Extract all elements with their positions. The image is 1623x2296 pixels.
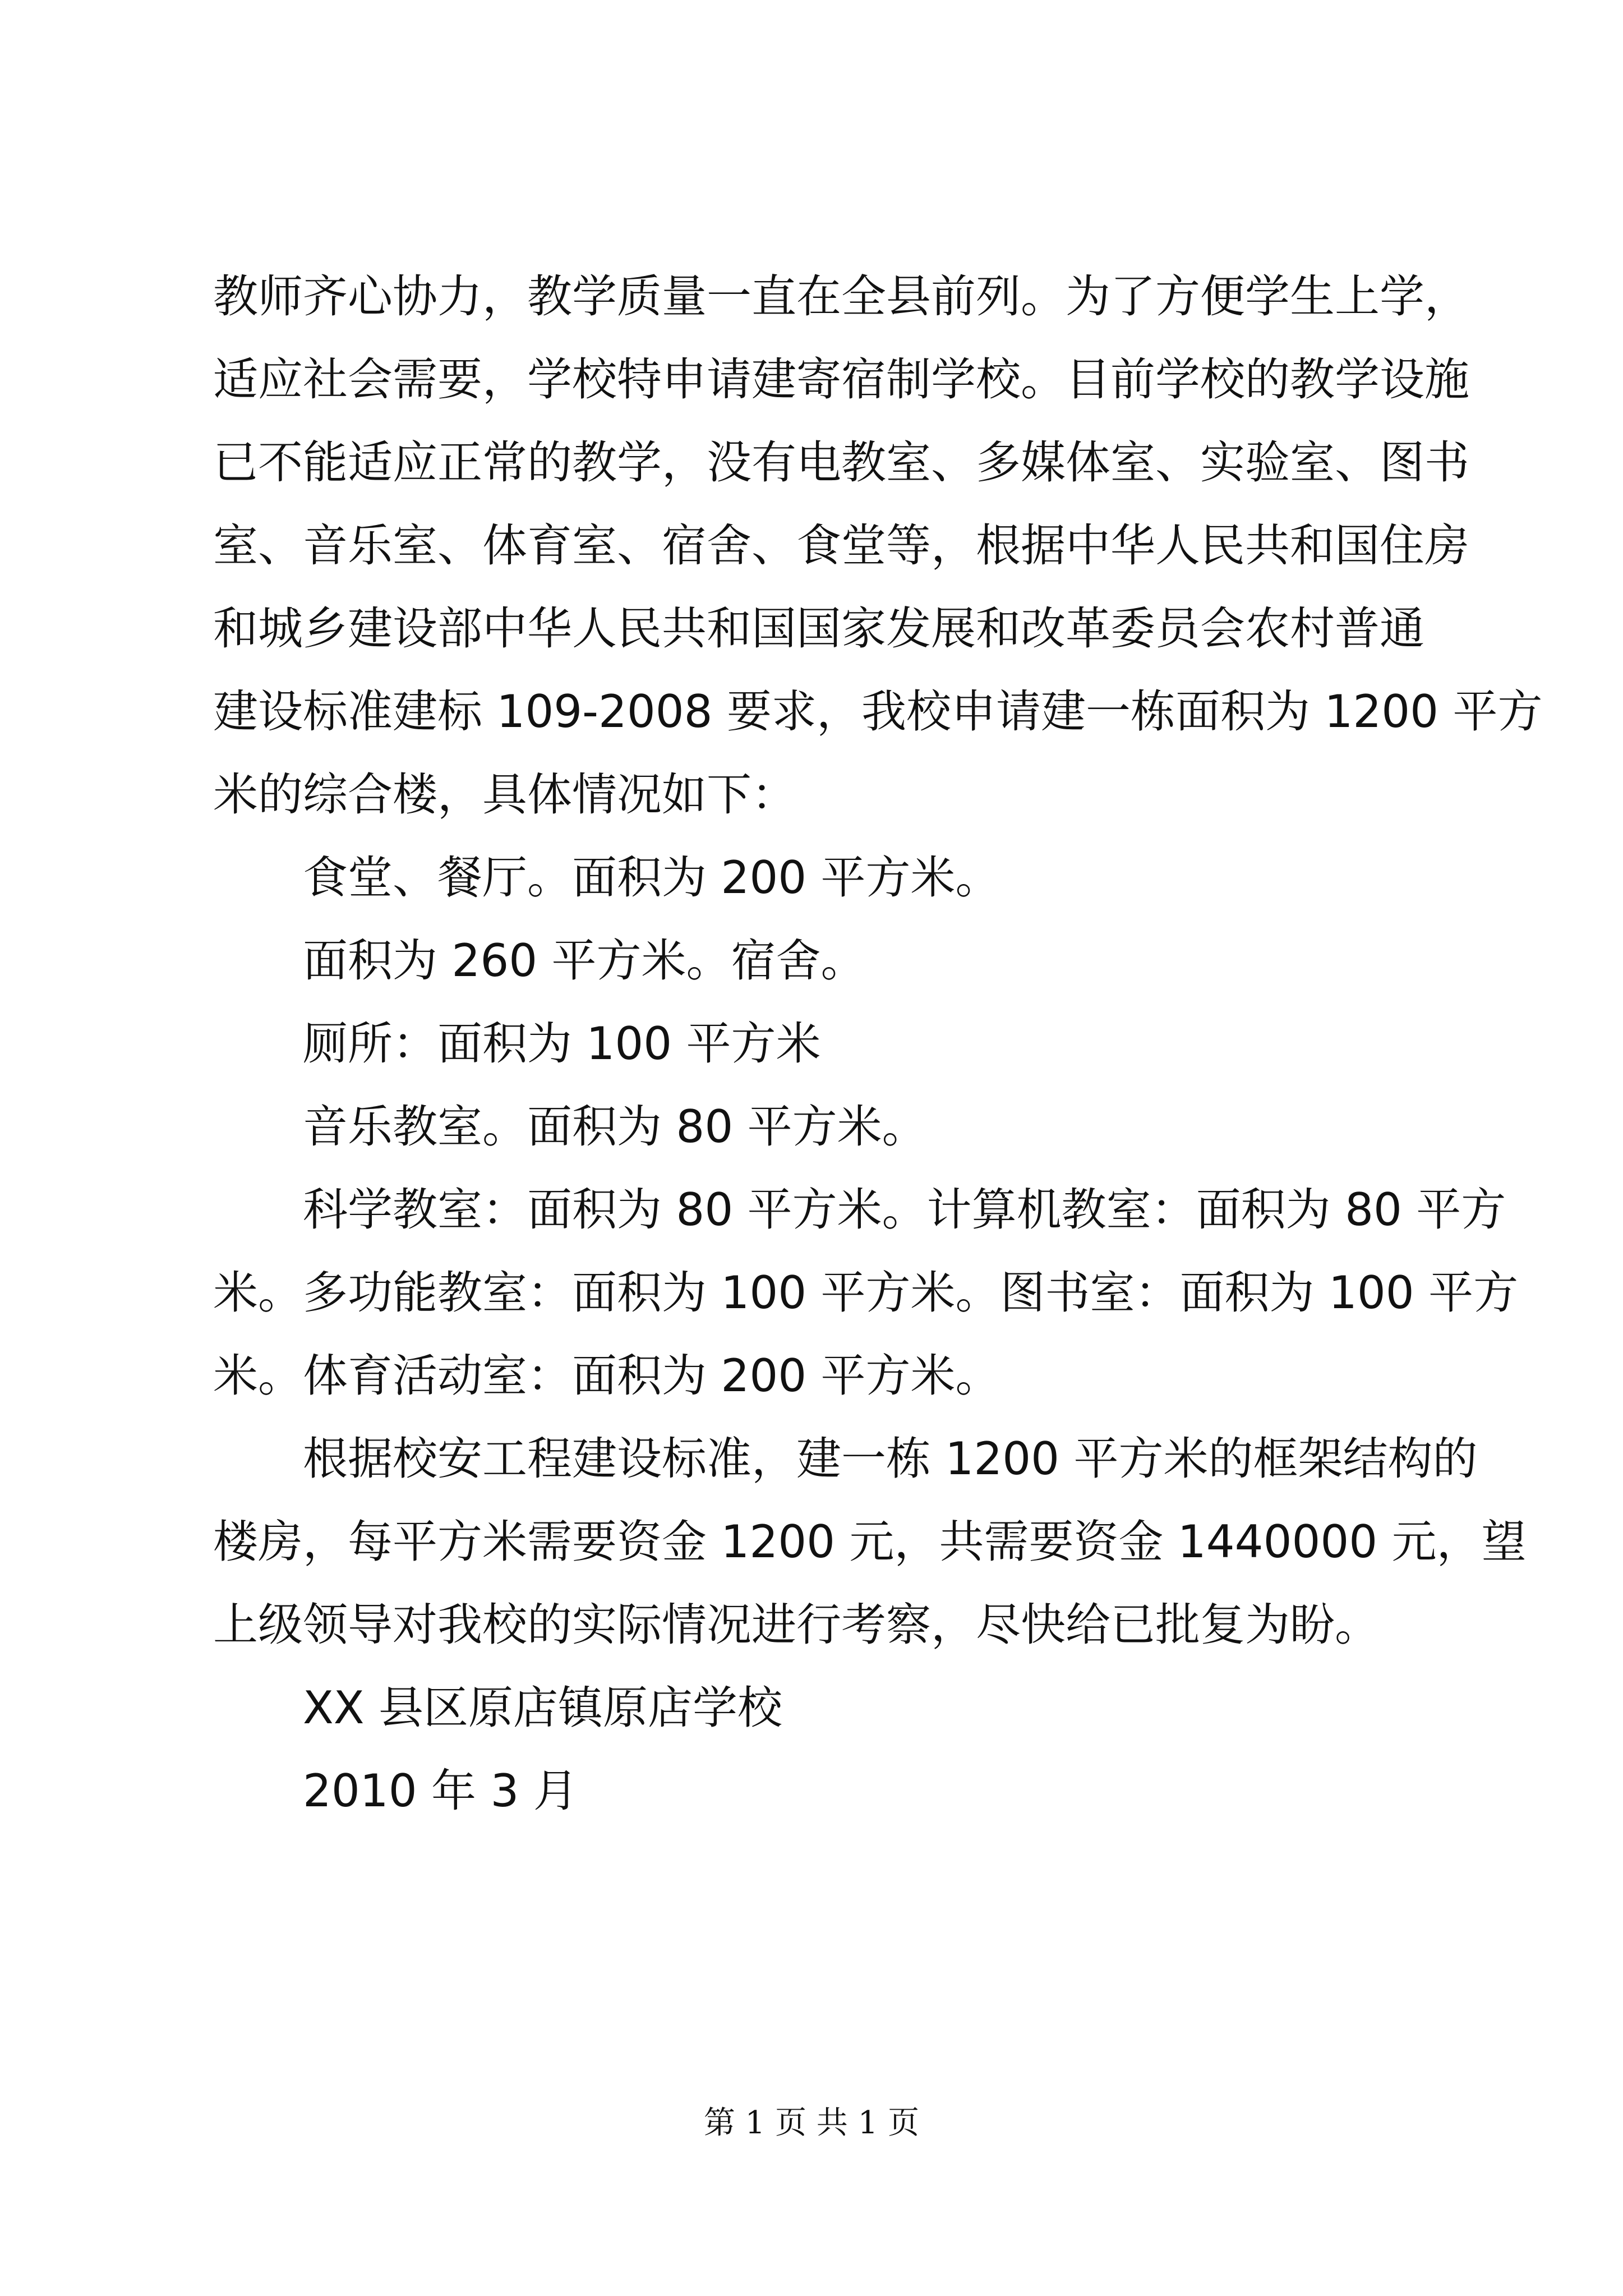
body-line-5: 和城乡建设部中华人民共和国国家发展和改革委员会农村普通 xyxy=(213,602,1424,655)
funding-line-1: 根据校安工程建设标准，建一栋 1200 平方米的框架结构的 xyxy=(303,1433,1478,1485)
signature-school: XX 县区原店镇原店学校 xyxy=(303,1682,783,1734)
body-line-7: 米的综合楼，具体情况如下： xyxy=(213,769,796,821)
body-line-3: 已不能适应正常的教学，没有电教室、多媒体室、实验室、图书 xyxy=(213,436,1469,489)
item-music-room: 音乐教室。面积为 80 平方米。 xyxy=(303,1101,927,1153)
item-science-line-1: 科学教室：面积为 80 平方米。计算机教室：面积为 80 平方 xyxy=(303,1184,1506,1236)
funding-line-3: 上级领导对我校的实际情况进行考察，尽快给已批复为盼。 xyxy=(213,1599,1380,1651)
body-line-6: 建设标准建标 109-2008 要求，我校申请建一栋面积为 1200 平方 xyxy=(213,685,1543,738)
item-toilet: 厕所：面积为 100 平方米 xyxy=(303,1018,821,1070)
funding-line-2: 楼房，每平方米需要资金 1200 元，共需要资金 1440000 元，望 xyxy=(213,1516,1527,1568)
body-line-1: 教师齐心协力，教学质量一直在全县前列。为了方便学生上学， xyxy=(213,270,1469,323)
document-body xyxy=(213,255,1543,1833)
item-science-line-3: 米。体育活动室：面积为 200 平方米。 xyxy=(213,1350,1000,1402)
item-dormitory: 面积为 260 平方米。宿舍。 xyxy=(303,935,866,987)
body-line-2: 适应社会需要，学校特申请建寄宿制学校。目前学校的教学设施 xyxy=(213,353,1469,406)
item-canteen: 食堂、餐厅。面积为 200 平方米。 xyxy=(303,852,1000,904)
signature-date: 2010 年 3 月 xyxy=(303,1765,578,1817)
page-number-footer: 第 1 页 共 1 页 xyxy=(703,2105,920,2141)
item-science-line-2: 米。多功能教室：面积为 100 平方米。图书室：面积为 100 平方 xyxy=(213,1267,1519,1319)
body-line-4: 室、音乐室、体育室、宿舍、食堂等，根据中华人民共和国住房 xyxy=(213,519,1469,572)
